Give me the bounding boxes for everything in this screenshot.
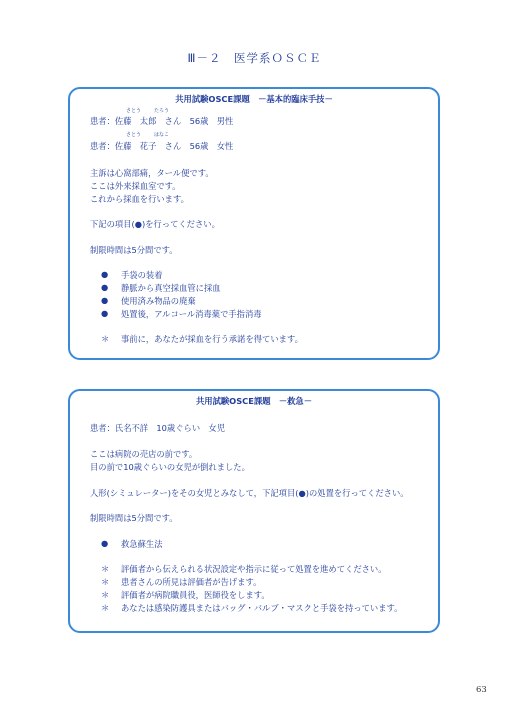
scenario-line: ここは外来採血室です。 bbox=[90, 181, 181, 191]
osce-task-emergency bbox=[68, 389, 440, 633]
note-line: 評価者が病院職員役，医師役をします。 bbox=[121, 590, 270, 600]
furigana-given-name: はなこ bbox=[154, 132, 170, 138]
section-title: Ⅲ－２ 医学系ＯＳＣＥ bbox=[187, 51, 322, 65]
task-title: 共用試験OSCE課題 －救急－ bbox=[195, 396, 313, 406]
time-limit-line: 制限時間は5分間です。 bbox=[90, 513, 178, 523]
task-item: 手袋の装着 bbox=[121, 270, 163, 280]
asterisk-icon: ＊ bbox=[101, 603, 110, 613]
task-title: 共用試験OSCE課題 －基本的臨床手技－ bbox=[175, 94, 333, 104]
task-item: 使用済み物品の廃棄 bbox=[121, 296, 196, 306]
bullet-icon: ● bbox=[101, 308, 109, 318]
task-item: 救急蘇生法 bbox=[121, 539, 163, 549]
patient-line: 患者：氏名不詳 10歳ぐらい 女児 bbox=[90, 423, 226, 433]
furigana-surname: さとう bbox=[126, 108, 142, 114]
asterisk-icon: ＊ bbox=[101, 334, 110, 344]
note-line: 評価者から伝えられる状況設定や指示に従って処置を進めてください。 bbox=[121, 564, 387, 574]
note-line: 事前に，あなたが採血を行う承諾を得ています。 bbox=[121, 334, 303, 344]
instruction-line: 人形(シミュレーター)をその女児とみなして，下記項目(●)の処置を行ってください。 bbox=[90, 488, 409, 498]
instruction-line: 下記の項目(●)を行ってください。 bbox=[90, 219, 220, 229]
asterisk-icon: ＊ bbox=[101, 590, 110, 600]
scenario-line: ここは病院の売店の前です。 bbox=[90, 449, 198, 459]
scenario-line: これから採血を行います。 bbox=[90, 194, 189, 204]
time-limit-line: 制限時間は5分間です。 bbox=[90, 245, 178, 255]
bullet-icon: ● bbox=[101, 295, 109, 305]
note-line: 患者さんの所見は評価者が告げます。 bbox=[121, 577, 262, 587]
patient-line: 患者：佐藤 太郎 さん 56歳 男性 bbox=[90, 116, 234, 126]
bullet-icon: ● bbox=[101, 282, 109, 292]
note-line: あなたは感染防護具またはバッグ・バルブ・マスクと手袋を持っています。 bbox=[121, 603, 403, 613]
bullet-icon: ● bbox=[101, 538, 109, 548]
asterisk-icon: ＊ bbox=[101, 577, 110, 587]
asterisk-icon: ＊ bbox=[101, 564, 110, 574]
osce-task-basic-skills bbox=[68, 87, 440, 360]
task-item: 静脈から真空採血管に採血 bbox=[121, 283, 221, 293]
furigana-given-name: たろう bbox=[154, 108, 170, 114]
scenario-line: 目の前で10歳ぐらいの女児が倒れました。 bbox=[90, 462, 250, 472]
patient-line: 患者：佐藤 花子 さん 56歳 女性 bbox=[90, 141, 234, 151]
furigana-surname: さとう bbox=[126, 132, 142, 138]
bullet-icon: ● bbox=[101, 269, 109, 279]
page-number: 63 bbox=[476, 685, 487, 695]
task-item: 処置後，アルコール消毒薬で手指消毒 bbox=[121, 309, 262, 319]
scenario-line: 主訴は心窩部痛，タール便です。 bbox=[90, 168, 214, 178]
